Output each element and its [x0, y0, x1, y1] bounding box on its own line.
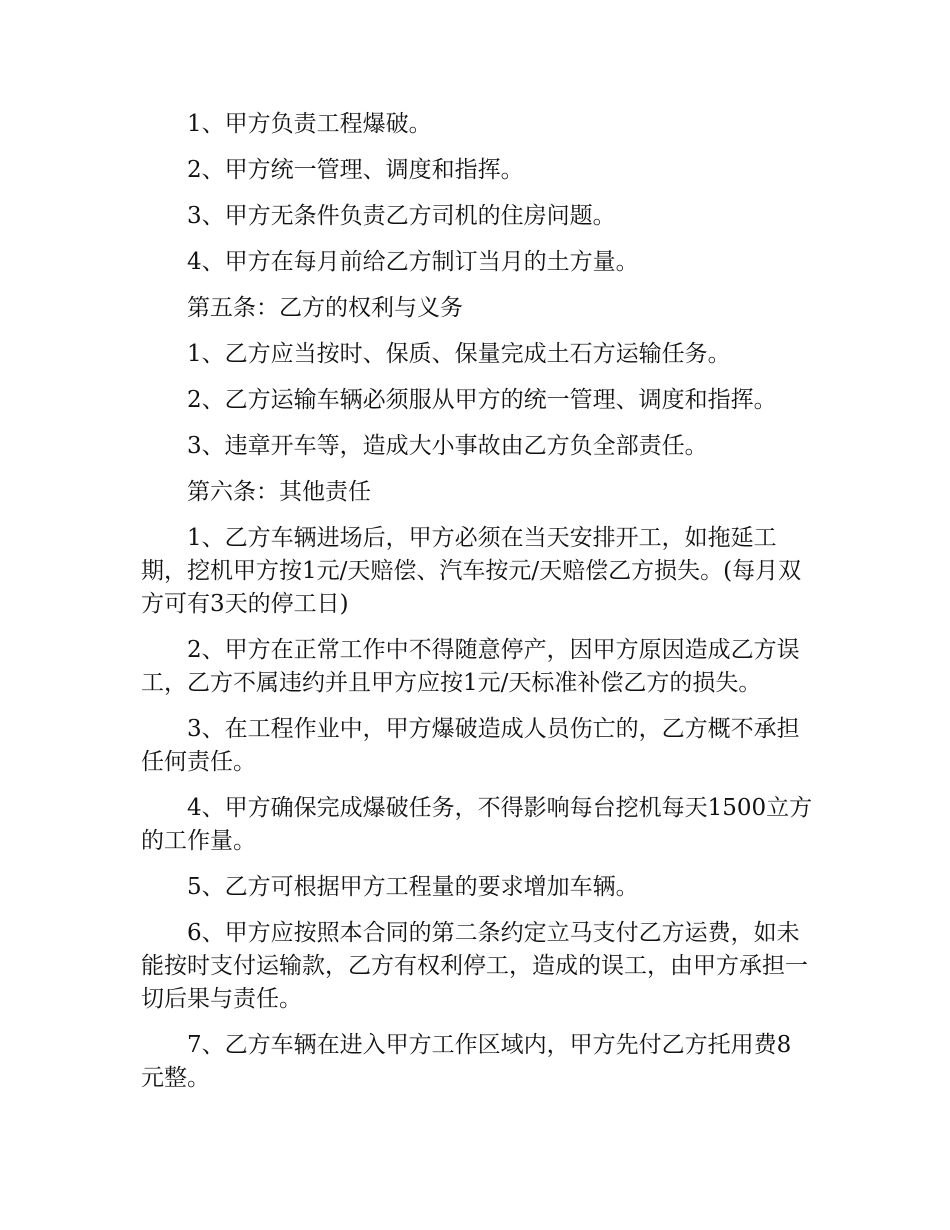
clause-party-b-1: 1、乙方应当按时、保质、保量完成土石方运输任务。: [187, 341, 731, 367]
clause-other-2: 2、甲方在正常工作中不得随意停产，因甲方原因造成乙方误工，乙方不属违约并且甲方应按1元/天标准补偿乙方的损失。: [141, 637, 800, 696]
clause-party-a-3: 3、甲方无条件负责乙方司机的住房问题。: [187, 203, 616, 229]
clause-party-a-4: 4、甲方在每月前给乙方制订当月的土方量。: [187, 249, 639, 275]
clause-other-7: 7、乙方车辆在进入甲方工作区域内，甲方先付乙方托用费8元整。: [141, 1032, 792, 1091]
section-heading-article-5: 第五条：乙方的权利与义务: [187, 295, 463, 321]
clause-other-3: 3、在工程作业中，甲方爆破造成人员伤亡的，乙方概不承担任何责任。: [141, 716, 800, 775]
clause-party-b-2: 2、乙方运输车辆必须服从甲方的统一管理、调度和指挥。: [187, 387, 777, 413]
clause-party-b-3: 3、违章开车等，造成大小事故由乙方负全部责任。: [187, 433, 708, 459]
clause-party-a-2: 2、甲方统一管理、调度和指挥。: [187, 157, 524, 183]
clause-other-5: 5、乙方可根据甲方工程量的要求增加车辆。: [187, 874, 639, 900]
document-body: [141, 108, 813, 1108]
clause-other-6: 6、甲方应按照本合同的第二条约定立马支付乙方运费，如未能按时支付运输款，乙方有权利停工，造成的误工，由甲方承担一切后果与责任。: [141, 920, 808, 1012]
clause-party-a-1: 1、甲方负责工程爆破。: [187, 111, 432, 137]
clause-other-4: 4、甲方确保完成爆破任务，不得影响每台挖机每天1500立方的工作量。: [141, 795, 813, 854]
section-heading-article-6: 第六条：其他责任: [187, 479, 371, 505]
clause-other-1: 1、乙方车辆进场后，甲方必须在当天安排开工，如拖延工期，挖机甲方按1元/天赔偿、汽车按元/天赔偿乙方损失。(每月双方可有3天的停工日): [141, 525, 802, 617]
